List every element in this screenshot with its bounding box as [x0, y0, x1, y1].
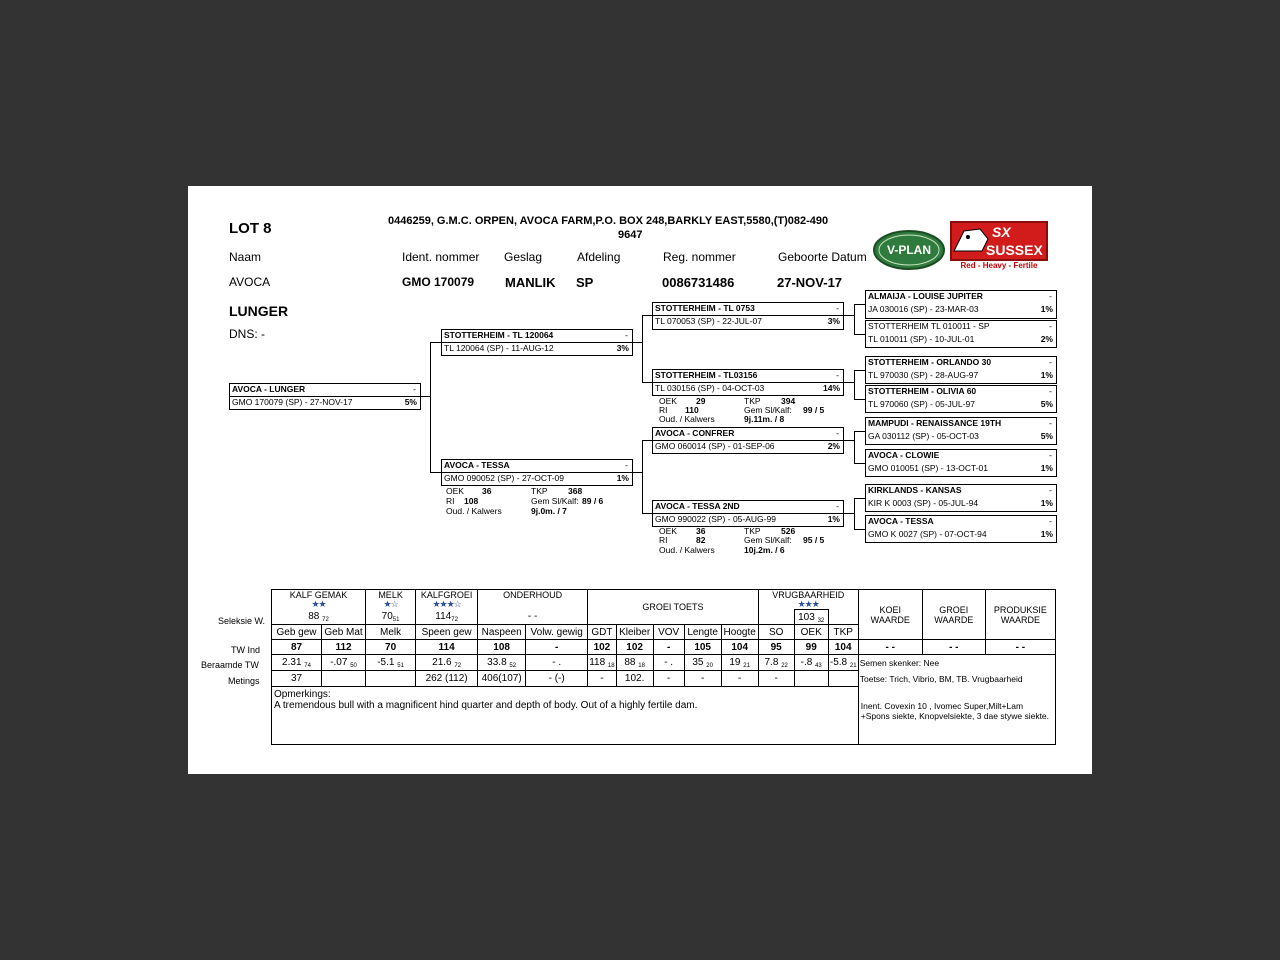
column-header: OEK: [794, 625, 828, 640]
group-koei-waarde: KOEI WAARDE: [858, 590, 922, 640]
twind-cell: 102: [616, 640, 653, 655]
stat-value: 526: [781, 526, 796, 536]
stars-icon: ★★★: [797, 599, 819, 609]
column-header: Hoogte: [721, 625, 758, 640]
pedigree-dash: -: [1049, 485, 1052, 495]
stat-value: 36: [696, 526, 706, 536]
pedigree-name: STOTTERHEIM TL 010011 - SP: [868, 321, 990, 331]
pedigree-dam-sire: [652, 427, 844, 454]
stat-value: 9j.11m. / 8: [744, 414, 785, 424]
seleksie-kalfgroei: $114_{72}$: [416, 610, 478, 625]
pedigree-id: GA 030112 (SP) - 05-OCT-03: [868, 431, 979, 441]
beraamde-cell: -.8 $_{43}$: [794, 655, 828, 671]
metings-row: [272, 671, 1056, 687]
stars-icon: ★★: [311, 599, 326, 610]
pedigree-dash: -: [625, 330, 628, 340]
pedigree-id: GMO K 0027 (SP) - 07-OCT-94: [868, 529, 987, 539]
row-label-seleksie: Seleksie W.: [218, 616, 266, 626]
stat-label: Oud. / Kalwers: [446, 506, 502, 516]
group-groei-waarde: GROEI WAARDE: [922, 590, 985, 640]
animal-name: LUNGER: [229, 303, 289, 319]
metings-cell: 102.: [616, 671, 653, 687]
metings-cell: 37: [272, 671, 322, 687]
pedigree-dash: -: [1049, 516, 1052, 526]
pedigree-name: AVOCA - TESSA: [444, 460, 510, 470]
group-vrugbaarheid: VRUGBAARHEID ★★★: [758, 590, 858, 610]
pedigree-dash: -: [413, 384, 416, 394]
group-groei-toets: GROEI TOETS: [588, 590, 759, 625]
pedigree-sire-sire: [652, 302, 844, 330]
pedigree-sss: [865, 290, 1057, 319]
opmerkings-text: A tremendous bull with a magnificent hind quarter and depth of body. Out of a highly fertile dam.: [274, 700, 698, 711]
pedigree-id: GMO 090052 (SP) - 27-OCT-09: [444, 473, 564, 483]
pedigree-id: TL 970060 (SP) - 05-JUL-97: [868, 399, 975, 409]
stat-value: 394: [781, 396, 796, 406]
pedigree-dds: [865, 484, 1057, 512]
sussex-sx: SX: [992, 224, 1011, 240]
twind-cell: 104: [721, 640, 758, 655]
pedigree-name: AVOCA - TESSA: [868, 516, 934, 526]
stat-label: Gem Sl/Kalf:: [531, 496, 579, 506]
stars-icon: ★☆: [383, 599, 398, 610]
pedigree-name: STOTTERHEIM - OLIVIA 60: [868, 386, 977, 396]
pedigree-pct: 2%: [827, 441, 840, 451]
row-label-beraamde: Beraamde TW: [201, 660, 259, 670]
seleksie-vrugbaarheid: 103 $_{32}$: [794, 610, 828, 625]
stat-label: TKP: [744, 526, 761, 536]
pedigree-sdd: [865, 385, 1057, 413]
value-geboorte: 27-NOV-17: [777, 275, 843, 290]
beraamde-cell: 19 $_{21}$: [721, 655, 758, 671]
semen-cell: Semen skenker: Nee: [858, 655, 1055, 671]
sussex-tagline: Red - Heavy - Fertile: [960, 261, 1038, 270]
pedigree-pct: 5%: [1040, 399, 1053, 409]
beraamde-cell: -.07 $_{50}$: [322, 655, 366, 671]
pedigree-id: TL 120064 (SP) - 11-AUG-12: [444, 343, 554, 353]
metings-cell: -: [758, 671, 794, 687]
pedigree-name: AVOCA - CONFRER: [655, 428, 735, 438]
pedigree-dash: -: [836, 501, 839, 511]
stars-icon: ★★★☆: [432, 599, 461, 610]
vplan-text: V-PLAN: [886, 243, 931, 257]
group-onderhoud: ONDERHOUD: [478, 590, 588, 610]
pedigree-dash: -: [836, 303, 839, 313]
opmerkings-cell: [272, 687, 859, 745]
breeder-address-cont: 9647: [618, 229, 643, 241]
value-afdeling: SP: [576, 275, 594, 290]
twind-cell: 102: [588, 640, 616, 655]
pedigree-dash: -: [1049, 291, 1052, 301]
twind-cell: 108: [478, 640, 526, 655]
column-header: Melk: [366, 625, 416, 640]
pedigree-pct: 3%: [827, 316, 840, 326]
stat-label: OEK: [659, 396, 677, 406]
beraamde-cell: 33.8 $_{52}$: [478, 655, 526, 671]
toetse-cell: Toetse: Trich, Vibrio, BM, TB. Vrugbaarheid: [858, 671, 1055, 687]
stat-label: RI: [659, 405, 668, 415]
stat-value: 82: [696, 535, 706, 545]
pedigree-id: TL 010011 (SP) - 10-JUL-01: [868, 334, 975, 344]
stat-value: 368: [568, 486, 583, 496]
beraamde-cell: 118 $_{18}$: [588, 655, 616, 671]
pedigree-pct: 1%: [1040, 370, 1053, 380]
stat-value: 36: [482, 486, 492, 496]
metings-cell: - (-): [526, 671, 588, 687]
stat-value: 95 / 5: [803, 535, 825, 545]
twind-cell: 104: [828, 640, 858, 655]
beraamde-cell: - .: [653, 655, 684, 671]
twind-cell: 112: [322, 640, 366, 655]
inent-text: Inent. Covexin 10 , Ivomec Super,Milt+Lam +Spons siekte, Knopvelsiekte, 3 dae stywe siekte.: [860, 700, 1050, 721]
waarde-cell: - -: [922, 640, 985, 655]
beraamde-cell: 88 $_{18}$: [616, 655, 653, 671]
pedigree-pct: 5%: [1040, 431, 1053, 441]
pedigree-dash: -: [1049, 450, 1052, 460]
seleksie-melk: $70_{51}$: [366, 610, 416, 625]
stat-label: OEK: [659, 526, 677, 536]
stat-value: 29: [696, 396, 706, 406]
pedigree-name: AVOCA - CLOWIE: [868, 450, 940, 460]
pedigree-pct: 3%: [616, 343, 629, 353]
value-ident: GMO 170079: [402, 275, 475, 289]
pedigree-dash: -: [625, 460, 628, 470]
stat-label: RI: [659, 535, 668, 545]
label-ident: Ident. nommer: [402, 250, 480, 264]
label-naam: Naam: [229, 250, 262, 264]
twind-cell: 87: [272, 640, 322, 655]
row-label-metings: Metings: [228, 676, 260, 686]
pedigree-id: TL 970030 (SP) - 28-AUG-97: [868, 370, 979, 380]
vplan-logo: [872, 229, 946, 271]
stat-label: Gem Sl/Kalf:: [744, 405, 792, 415]
pedigree-id: GMO 060014 (SP) - 01-SEP-06: [655, 441, 775, 451]
twind-cell: -: [653, 640, 684, 655]
column-header: Speen gew: [416, 625, 478, 640]
breeder-address: 0446259, G.M.C. ORPEN, AVOCA FARM,P.O. BOX 248,BARKLY EAST,5580,(T)082-490: [388, 215, 829, 227]
metings-cell: 262 (112): [416, 671, 478, 687]
metings-cell: [794, 671, 828, 687]
value-reg: 0086731486: [662, 275, 735, 290]
stat-value: 10j.2m. / 6: [744, 545, 785, 555]
twind-cell: 114: [416, 640, 478, 655]
pedigree-id: GMO 010051 (SP) - 13-OCT-01: [868, 463, 988, 473]
opmerkings-label: Opmerkings:: [274, 689, 331, 700]
pedigree-id: TL 070053 (SP) - 22-JUL-07: [655, 316, 762, 326]
twind-row: [272, 640, 1056, 655]
stat-value: 89 / 6: [582, 496, 604, 506]
beraamde-cell: - .: [526, 655, 588, 671]
beraamde-cell: 21.6 $_{72}$: [416, 655, 478, 671]
pedigree-pct: 14%: [822, 383, 840, 393]
column-header: GDT: [588, 625, 616, 640]
stat-value: 110: [685, 405, 699, 415]
beraamde-row: [272, 655, 1056, 671]
stat-label: OEK: [446, 486, 464, 496]
pedigree-pct: 1%: [1040, 529, 1053, 539]
stat-label: TKP: [531, 486, 548, 496]
pedigree-sire: [441, 329, 633, 356]
pedigree-name: AVOCA - TESSA 2ND: [655, 501, 740, 511]
pedigree-dsd: [865, 449, 1057, 477]
pedigree-dash: -: [1049, 357, 1052, 367]
pedigree-id: GMO 990022 (SP) - 05-AUG-99: [655, 514, 776, 524]
column-header: Geb gew: [272, 625, 322, 640]
lot-sheet: [188, 186, 1092, 774]
pedigree-sds: [865, 356, 1057, 384]
metings-cell: -: [721, 671, 758, 687]
pedigree-pct: 1%: [1040, 463, 1053, 473]
pedigree-pct: 1%: [827, 514, 840, 524]
stat-label: TKP: [744, 396, 761, 406]
stat-value: 9j.0m. / 7: [531, 506, 567, 516]
column-header: Naspeen: [478, 625, 526, 640]
pedigree-dam-dam: [652, 500, 844, 527]
pedigree-name: STOTTERHEIM - TL 120064: [444, 330, 554, 340]
twind-cell: 99: [794, 640, 828, 655]
column-header: Kleiber: [616, 625, 653, 640]
waarde-cell: - -: [985, 640, 1055, 655]
beraamde-cell: 35 $_{20}$: [684, 655, 721, 671]
sussex-logo: [950, 221, 1048, 273]
pedigree-dash: -: [836, 428, 839, 438]
ebv-table: [271, 589, 1056, 745]
pedigree-ssd: [865, 320, 1057, 348]
seleksie-kalf-gemak: 88 $_{72}$: [272, 610, 366, 625]
pedigree-pct: 1%: [1040, 304, 1053, 314]
pedigree-dash: -: [1049, 418, 1052, 428]
metings-cell: 406(107): [478, 671, 526, 687]
value-naam: AVOCA: [229, 275, 271, 289]
pedigree-id: GMO 170079 (SP) - 27-NOV-17: [232, 397, 353, 407]
value-geslag: MANLIK: [505, 275, 556, 290]
metings-cell: [322, 671, 366, 687]
twind-cell: 105: [684, 640, 721, 655]
stat-label: Oud. / Kalwers: [659, 414, 715, 424]
inent-cell: [858, 687, 1055, 745]
pedigree-id: TL 030156 (SP) - 04-OCT-03: [655, 383, 765, 393]
group-melk: MELK ★☆: [366, 590, 416, 610]
beraamde-cell: -5.8 $_{21}$: [828, 655, 858, 671]
pedigree-dash: -: [836, 370, 839, 380]
group-produksie-waarde: PRODUKSIE WAARDE: [985, 590, 1055, 640]
metings-cell: [828, 671, 858, 687]
pedigree-pct: 5%: [404, 397, 417, 407]
twind-cell: 70: [366, 640, 416, 655]
label-afdeling: Afdeling: [577, 250, 621, 264]
pedigree-name: STOTTERHEIM - TL 0753: [655, 303, 755, 313]
twind-cell: -: [526, 640, 588, 655]
seleksie-onderhoud: - -: [478, 610, 588, 625]
stat-label: Gem Sl/Kalf:: [744, 535, 792, 545]
pedigree-animal: [229, 383, 421, 410]
lot-number: LOT 8: [229, 220, 272, 237]
twind-cell: 95: [758, 640, 794, 655]
pedigree-name: STOTTERHEIM - TL03156: [655, 370, 758, 380]
pedigree-pct: 1%: [1040, 498, 1053, 508]
beraamde-cell: 2.31 $_{74}$: [272, 655, 322, 671]
pedigree-pct: 2%: [1040, 334, 1053, 344]
label-geslag: Geslag: [504, 250, 543, 264]
beraamde-cell: 7.8 $_{22}$: [758, 655, 794, 671]
column-header: SO: [758, 625, 794, 640]
metings-cell: -: [684, 671, 721, 687]
dns: DNS: -: [229, 327, 265, 341]
label-reg: Reg. nommer: [663, 250, 736, 264]
stat-value: 99 / 5: [803, 405, 825, 415]
column-header: Volw. gewig: [526, 625, 588, 640]
beraamde-cell: -5.1 $_{51}$: [366, 655, 416, 671]
pedigree-name: ALMAIJA - LOUISE JUPITER: [868, 291, 983, 301]
group-kalf-gemak: KALF GEMAK ★★: [272, 590, 366, 610]
column-header: TKP: [828, 625, 858, 640]
group-kalfgroei: KALFGROEI ★★★☆: [416, 590, 478, 610]
column-header: VOV: [653, 625, 684, 640]
column-header: Geb Mat: [322, 625, 366, 640]
metings-cell: -: [653, 671, 684, 687]
pedigree-dash: -: [1049, 386, 1052, 396]
metings-cell: -: [588, 671, 616, 687]
waarde-cell: - -: [858, 640, 922, 655]
pedigree-name: KIRKLANDS - KANSAS: [868, 485, 962, 495]
metings-cell: [366, 671, 416, 687]
sussex-text: SUSSEX: [986, 242, 1043, 258]
pedigree-name: STOTTERHEIM - ORLANDO 30: [868, 357, 992, 367]
pedigree-ddd: [865, 515, 1057, 543]
pedigree-id: KIR K 0003 (SP) - 05-JUL-94: [868, 498, 979, 508]
pedigree-name: MAMPUDI - RENAISSANCE 19TH: [868, 418, 1002, 428]
stat-label: RI: [446, 496, 455, 506]
pedigree-id: JA 030016 (SP) - 23-MAR-03: [868, 304, 979, 314]
label-geboorte: Geboorte Datum: [778, 250, 867, 264]
pedigree-dam: [441, 459, 633, 486]
row-label-twind: TW Ind: [231, 645, 261, 655]
stat-label: Oud. / Kalwers: [659, 545, 715, 555]
column-header: Lengte: [684, 625, 721, 640]
pedigree-dash: -: [1049, 321, 1052, 331]
pedigree-pct: 1%: [616, 473, 629, 483]
pedigree-sire-dam: [652, 369, 844, 396]
stat-value: 108: [464, 496, 479, 506]
pedigree-name: AVOCA - LUNGER: [232, 384, 306, 394]
pedigree-dss: [865, 417, 1057, 445]
